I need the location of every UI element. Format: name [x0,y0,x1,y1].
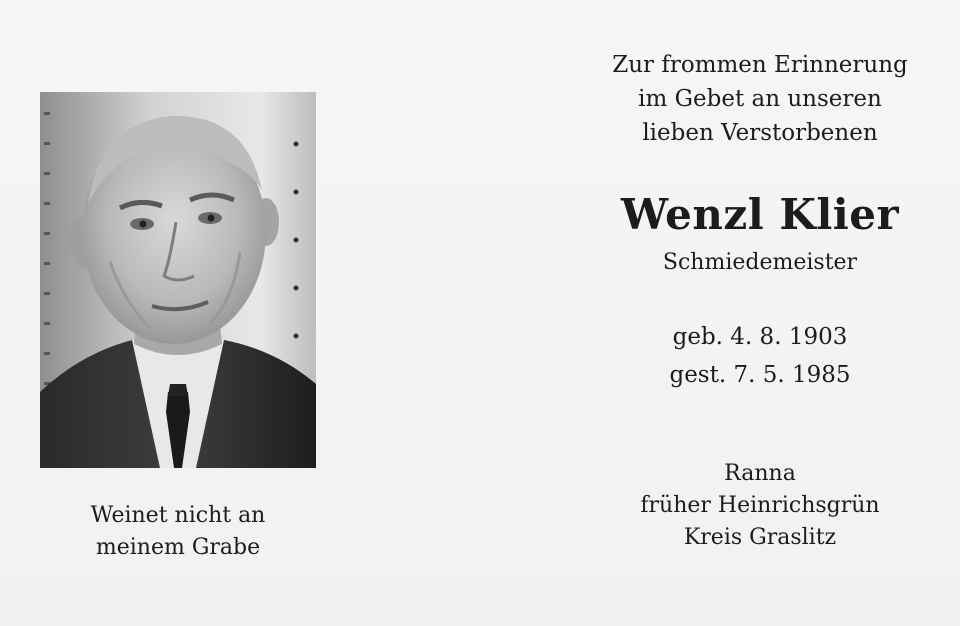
place-info [560,458,960,554]
intro-text [560,48,960,150]
occupation: Schmiedemeister [662,250,858,275]
caption-line-2: meinem Grabe [95,535,261,560]
photo-caption [40,500,316,564]
caption-line-1: Weinet nicht an [90,503,266,528]
life-dates [560,318,960,394]
deceased-name: Wenzl Klier [620,190,900,239]
place-line-2: früher Heinrichsgrün [640,493,880,518]
death-date: gest. 7. 5. 1985 [669,362,851,388]
birth-date: geb. 4. 8. 1903 [672,324,848,350]
text-column [560,48,960,554]
place-line-1: Ranna [724,461,796,486]
intro-line-2: im Gebet an unseren [638,86,882,112]
portrait-image [40,92,316,468]
place-line-3: Kreis Graslitz [683,525,837,550]
intro-line-1: Zur frommen Erinnerung [612,52,908,78]
portrait-photo [40,92,316,468]
intro-line-3: lieben Verstorbenen [642,120,878,146]
